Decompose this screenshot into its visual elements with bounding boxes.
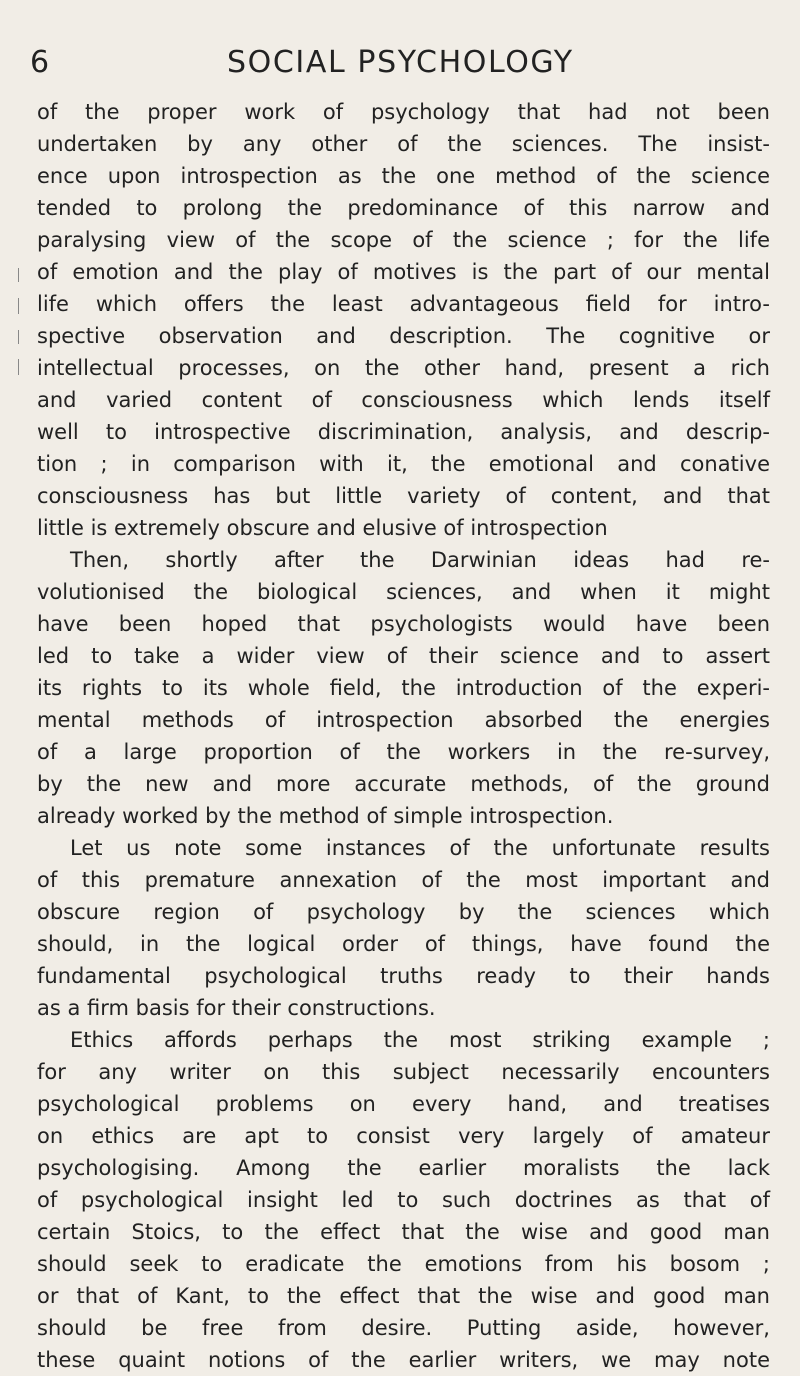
text-line: obscure region of psychology by the sciences which: [37, 900, 770, 924]
text-line: of emotion and the play of motives is the part of our mental: [37, 260, 770, 284]
text-line: led to take a wider view of their science and to assert: [37, 644, 770, 668]
text-line: tion ; in comparison with it, the emotional and conative: [37, 452, 770, 476]
running-head: [30, 38, 770, 88]
body-text: [37, 96, 770, 1376]
text-line: Ethics affords perhaps the most striking example ;: [70, 1028, 770, 1052]
text-line: life which offers the least advantageous field for intro-: [37, 292, 770, 316]
text-line: as a firm basis for their constructions.: [37, 996, 436, 1020]
text-line: little is extremely obscure and elusive of introspection: [37, 516, 608, 540]
text-line: of this premature annexation of the most important and: [37, 868, 770, 892]
margin-mark: [18, 359, 19, 375]
margin-mark: [18, 298, 19, 314]
page-heading: SOCIAL PSYCHOLOGY: [227, 45, 574, 80]
text-line: its rights to its whole field, the introduction of the experi-: [37, 676, 770, 700]
text-line: and varied content of consciousness which lends itself: [37, 388, 770, 412]
text-line: mental methods of introspection absorbed the energies: [37, 708, 770, 732]
text-line: of the proper work of psychology that had not been: [37, 100, 770, 124]
text-line: consciousness has but little variety of content, and that: [37, 484, 770, 508]
margin-mark: [18, 268, 19, 282]
text-line: certain Stoics, to the effect that the wise and good man: [37, 1220, 770, 1244]
text-line: intellectual processes, on the other hand, present a rich: [37, 356, 770, 380]
page-number: 6: [30, 45, 50, 80]
text-line: or that of Kant, to the effect that the wise and good man: [37, 1284, 770, 1308]
text-line: psychologising. Among the earlier moralists the lack: [37, 1156, 770, 1180]
text-line: paralysing view of the scope of the science ; for the life: [37, 228, 770, 252]
text-line: should, in the logical order of things, have found the: [37, 932, 770, 956]
text-line: well to introspective discrimination, analysis, and descrip-: [37, 420, 770, 444]
text-line: Then, shortly after the Darwinian ideas had re-: [70, 548, 770, 572]
text-line: spective observation and description. The cognitive or: [37, 324, 770, 348]
text-line: should be free from desire. Putting aside, however,: [37, 1316, 770, 1340]
margin-mark: [18, 330, 19, 344]
text-line: of psychological insight led to such doctrines as that of: [37, 1188, 770, 1212]
text-line: should seek to eradicate the emotions from his bosom ;: [37, 1252, 770, 1276]
text-line: have been hoped that psychologists would have been: [37, 612, 770, 636]
text-line: psychological problems on every hand, and treatises: [37, 1092, 770, 1116]
text-line: on ethics are apt to consist very largely of amateur: [37, 1124, 770, 1148]
text-line: by the new and more accurate methods, of the ground: [37, 772, 770, 796]
text-line: ence upon introspection as the one method of the science: [37, 164, 770, 188]
text-line: Let us note some instances of the unfortunate results: [70, 836, 770, 860]
text-line: fundamental psychological truths ready to their hands: [37, 964, 770, 988]
text-line: these quaint notions of the earlier writers, we may note: [37, 1348, 770, 1372]
text-line: volutionised the biological sciences, and when it might: [37, 580, 770, 604]
text-line: tended to prolong the predominance of this narrow and: [37, 196, 770, 220]
text-line: for any writer on this subject necessarily encounters: [37, 1060, 770, 1084]
text-line: of a large proportion of the workers in the re-survey,: [37, 740, 770, 764]
text-line: already worked by the method of simple introspection.: [37, 804, 614, 828]
text-line: undertaken by any other of the sciences. The insist-: [37, 132, 770, 156]
